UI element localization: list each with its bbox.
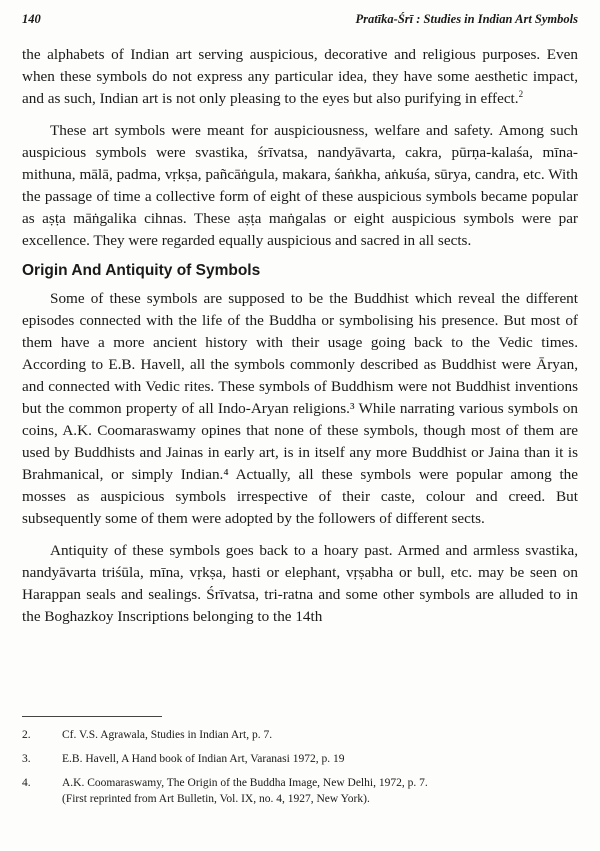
footnote-text-continued: (First reprinted from Art Bulletin, Vol. IX, no. 4, 1927, New York). [62, 793, 370, 805]
footnote-divider [22, 716, 162, 717]
footnote-4 [22, 775, 578, 807]
section-heading: Origin And Antiquity of Symbols [22, 262, 261, 279]
footnote-ref: 2 [518, 88, 524, 99]
paragraph-auspicious-symbols: These art symbols were meant for auspiciousness, welfare and safety. Among such auspicious symbols were svastika, śrīvatsa, nandyāvarta, cakra, pūrṇa-kalaśa, mīna-mithuna, mālā, padma, vṛkṣa, pañcāṅgula, makara, śaṅkha, aṅkuśa, sūrya, candra, etc. With the passage of time a collective form of eight of these auspicious symbols became popular as aṣṭa māṅgalika cihnas. These aṣṭa maṅgalas or eight auspicious symbols were par excellence. They were regarded equally auspicious and sacred in all sects. [22, 122, 578, 249]
running-head [22, 12, 578, 30]
footnote-number: 2. [22, 729, 31, 741]
running-title: Pratīka-Śrī : Studies in Indian Art Symbols [355, 12, 578, 26]
paragraph-origin: Some of these symbols are supposed to be the Buddhist which reveal the different episodes connected with the life of the Buddha or symbolising his presence. But most of them have a more ancient history with their usage going back to the Vedic times. According to E.B. Havell, all the symbols commonly described as Buddhist were Āryan, and connected with Vedic rites. These symbols of Buddhism were not Buddhist inventions but the common property of all Indo-Aryan religions.³ While narrating various symbols on coins, A.K. Coomaraswamy opines that none of these symbols, though most of them are used by Buddhists and Jainas in early art, is in itself any more Buddhist or Jaina than it is Brahmanical, or simply Indian.⁴ Actually, all these symbols were popular among the mosses as auspicious symbols irrespective of their caste, colour and creed. But subsequently some of them were adopted by the followers of different sects. [22, 290, 578, 527]
page-body [22, 44, 578, 638]
footnote-3 [22, 751, 578, 767]
paragraph-continued [22, 44, 578, 110]
footnote-text: Cf. V.S. Agrawala, Studies in Indian Art, p. 7. [62, 729, 273, 741]
page-number: 140 [22, 12, 41, 26]
footnote-number: 3. [22, 753, 31, 765]
footnote-text: E.B. Havell, A Hand book of Indian Art, Varanasi 1972, p. 19 [62, 753, 345, 765]
footnote-text: A.K. Coomaraswamy, The Origin of the Buddha Image, New Delhi, 1972, p. 7. [62, 777, 428, 789]
footnote-number: 4. [22, 777, 31, 789]
footnotes [22, 727, 578, 815]
paragraph-text: the alphabets of Indian art serving auspicious, decorative and religious purposes. Even when these symbols do not express any particular idea, they have some aesthetic impact, and as such, Indian art is not only pleasing to the eyes but also purifying in effect. [22, 46, 578, 107]
paragraph-antiquity: Antiquity of these symbols goes back to a hoary past. Armed and armless svastika, nandyāvarta triśūla, mīna, vṛkṣa, hasti or elephant, vṛṣabha or bull, etc. may be seen on Harappan seals and sealings. Śrīvatsa, tri-ratna and some other symbols are alluded to in the Boghazkoy Inscriptions belonging to the 14th [22, 542, 578, 625]
footnote-2 [22, 727, 578, 743]
